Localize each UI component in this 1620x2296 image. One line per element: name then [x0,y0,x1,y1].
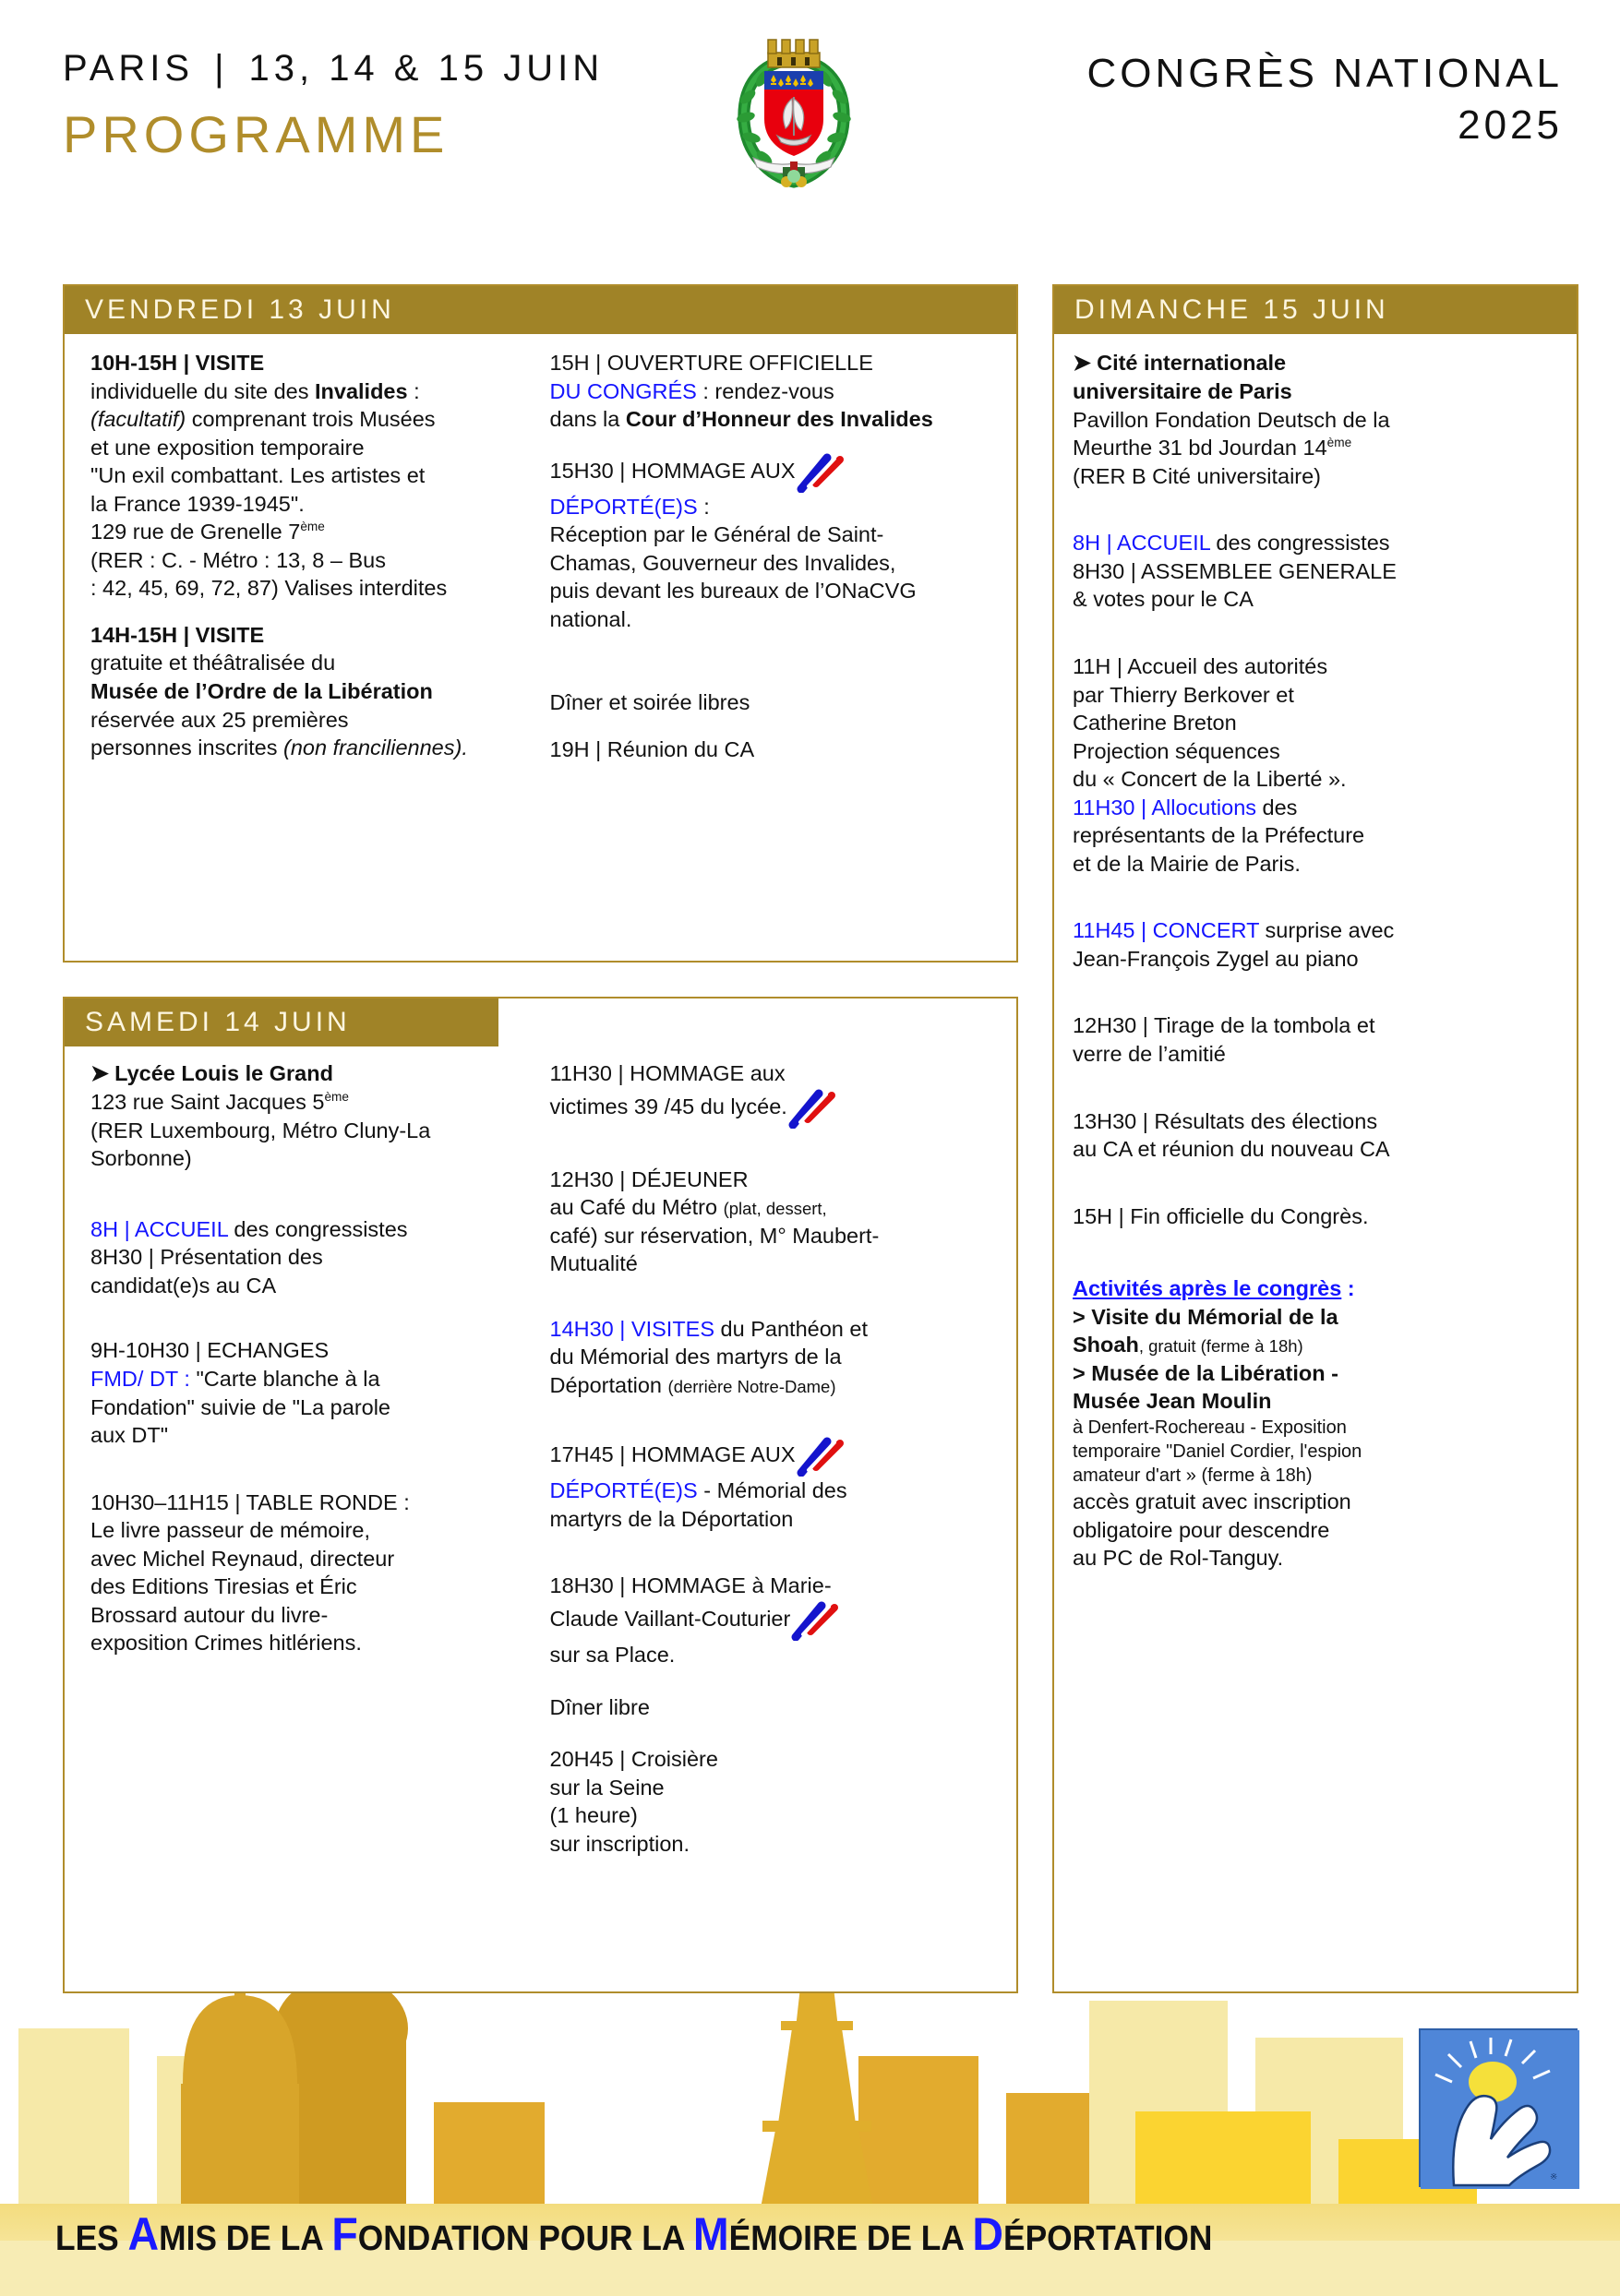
dimanche-venue-line1 [1073,349,1558,377]
french-flag-brush-icon [796,1436,855,1477]
samedi-event-9-line1: 18H30 | HOMMAGE à Marie- [549,1573,832,1598]
samedi-address-2: (RER Luxembourg, Métro Cluny-La [90,1118,431,1142]
samedi-event-11-line1: 20H45 | Croisière [549,1747,718,1772]
samedi-event-4-time: 10H30–11H15 | TABLE RONDE : [90,1489,410,1514]
after-congress-heading: Activités après le congrès [1073,1276,1342,1301]
vendredi-event-2-note-1: réservée aux 25 premières [90,707,349,732]
samedi-event-5-line2 [550,1088,991,1129]
dimanche-after-note-4: accès gratuit avec inscription [1073,1489,1351,1513]
french-flag-brush-icon [787,1088,846,1129]
vendredi-event-4-line2: Chamas, Gouverneur des Invalides, [549,550,896,575]
vendredi-event-2-time: 14H-15H | VISITE [90,622,265,647]
dimanche-address-1: Pavillon Fondation Deutsch de la [1073,407,1390,432]
text: : [1341,1276,1355,1301]
card-samedi [63,997,1018,1993]
venue-name-line1: Cité internationale [1097,351,1287,375]
text: ÉPORTATION [1003,2219,1213,2258]
card-vendredi-title: VENDREDI 13 JUIN [65,286,1016,334]
french-flag-brush-icon [796,452,855,493]
vendredi-event-1-transit-1: (RER : C. - Métro : 13, 8 – Bus [90,547,386,572]
dimanche-after-item-2-line2: Musée Jean Moulin [1073,1389,1272,1414]
text: des congressistes [227,1216,408,1241]
samedi-dinner-note: Dîner libre [549,1694,650,1719]
dimanche-event-3-line2: Catherine Breton [1073,711,1237,735]
samedi-event-8-line3: martyrs de la Déportation [549,1506,794,1531]
text: : [407,378,420,403]
card-vendredi [63,284,1018,963]
text: 123 rue Saint Jacques 5 [90,1090,325,1115]
text: des [1256,795,1298,819]
page-header [0,0,1620,185]
venue-cour-honneur: Cour d’Honneur des Invalides [625,407,933,432]
dimanche-event-2-time: 8H30 | ASSEMBLEE GENERALE [1073,558,1397,583]
venue-invalides: Invalides [315,378,408,403]
vendredi-event-3-time-line2 [550,377,991,406]
vendredi-event-4-time-line2 [550,493,991,521]
samedi-event-6-line3: Mutualité [549,1251,638,1276]
dimanche-after-item-1-line2 [1073,1331,1558,1359]
samedi-event-11-note-2: sur inscription. [549,1831,690,1856]
svg-text:※: ※ [1550,2172,1558,2182]
congress-title-line1: CONGRÈS NATIONAL [1086,51,1563,96]
samedi-event-1 [90,1215,532,1244]
text: individuelle du site des [90,378,315,403]
dimanche-event-5-line2: Jean-François Zygel au piano [1073,946,1359,971]
text: comprenant trois Musées [186,407,436,432]
samedi-event-8-line1 [550,1436,991,1477]
vendredi-column-right [541,349,1001,763]
vendredi-event-4-time-line1 [550,452,991,493]
vendredi-event-4-line4: national. [549,606,632,631]
vendredi-event-1-address [90,518,532,546]
vendredi-event-2-venue: Musée de l’Ordre de la Libération [90,679,433,704]
text: - Mémorial des [697,1478,847,1503]
congress-year: 2025 [1458,102,1563,149]
text: personnes inscrites [90,735,283,760]
dimanche-event-4-line2: représentants de la Préfecture [1073,823,1365,848]
samedi-event-2-line2: candidat(e)s au CA [90,1273,277,1297]
dimanche-event-2-line2: & votes pour le CA [1073,587,1254,612]
arrow-bullet-icon: ➤ [90,1061,110,1086]
dimanche-venue-line2: universitaire de Paris [1073,379,1292,404]
dimanche-event-6-line1: 12H30 | Tirage de la tombola et [1073,1013,1375,1038]
text-blue: FMD/ DT : [90,1367,190,1392]
samedi-event-3-time: 9H-10H30 | ECHANGES [90,1338,330,1363]
samedi-address-3: Sorbonne) [90,1146,192,1171]
vendredi-event-2-line1: gratuite et théâtralisée du [90,651,336,676]
dimanche-event-7-line2: au CA et réunion du nouveau CA [1073,1137,1390,1162]
vendredi-event-1-time: 10H-15H | VISITE [90,351,265,375]
samedi-event-8-line2 [550,1477,991,1505]
dimanche-event-3-time: 11H | Accueil des autorités [1073,654,1328,679]
text: victimes 39 /45 du lycée. [549,1094,787,1118]
text: 129 rue de Grenelle 7 [90,520,301,544]
vendredi-event-1-line3: et une exposition temporaire [90,435,365,460]
card-dimanche [1052,284,1578,1993]
text-blue: 8H | ACCUEIL [1073,531,1210,556]
text-blue: 11H45 | CONCERT [1073,918,1260,943]
header-congress-title [1087,48,1563,152]
text: ÉMOIRE DE LA [728,2219,973,2258]
vendredi-event-4-line3: puis devant les bureaux de l’ONaCVG [549,579,917,604]
text-blue: DU CONGRÉS [549,378,697,403]
venue-name: Lycée Louis le Grand [114,1061,333,1085]
text: : rendez-vous [696,378,834,403]
dimanche-event-3-line4: du « Concert de la Liberté ». [1073,767,1347,792]
dimanche-after-note-6: au PC de Rol-Tanguy. [1073,1546,1284,1571]
dimanche-event-3-line1: par Thierry Berkover et [1073,682,1294,707]
header-city-dates [63,48,709,90]
card-samedi-title: SAMEDI 14 JUIN [65,999,498,1046]
text: 17H45 | HOMMAGE AUX [549,1442,796,1467]
samedi-event-9-note: sur sa Place. [549,1643,676,1668]
initial-m: M [692,2208,729,2260]
initial-d: D [972,2208,1004,2260]
dimanche-after-note-1: à Denfert-Rochereau - Exposition [1073,1417,1347,1438]
dimanche-after-note-5: obligatoire pour descendre [1073,1517,1330,1542]
text-small: (derrière Notre-Dame) [667,1376,836,1396]
text: Claude Vaillant-Couturier [549,1607,791,1632]
samedi-event-5-line1: 11H30 | HOMMAGE aux [549,1061,786,1085]
samedi-event-4-line1: Le livre passeur de mémoire, [90,1518,371,1543]
association-logo [1419,2028,1578,2187]
text: "Carte blanche à la [189,1367,380,1392]
samedi-event-3-line3: aux DT" [90,1423,169,1448]
vendredi-event-2-note-2 [90,734,532,762]
samedi-event-7-line2: du Mémorial des martyrs de la [549,1345,842,1369]
page-title: PROGRAMME [63,105,450,163]
hands-dove-logo-icon [1421,2030,1579,2189]
text: au Café du Métro [549,1195,724,1220]
vendredi-event-1-line1 [90,377,532,406]
samedi-event-4-line4: Brossard autour du livre- [90,1602,329,1627]
samedi-event-6-line2: café) sur réservation, M° Maubert- [549,1223,880,1248]
text-italic: (non franciliennes). [283,735,468,760]
samedi-event-6-line1 [550,1193,991,1222]
samedi-event-4-line5: exposition Crimes hitlériens. [90,1631,362,1656]
vendredi-event-3-time-line1: 15H | OUVERTURE OFFICIELLE [549,351,873,375]
samedi-event-2-line1: 8H30 | Présentation des [90,1245,323,1270]
samedi-event-4-line2: avec Michel Reynaud, directeur [90,1546,395,1571]
dimanche-event-1 [1073,529,1558,557]
card-dimanche-title: DIMANCHE 15 JUIN [1054,286,1577,334]
dimanche-address-3: (RER B Cité universitaire) [1073,463,1322,488]
vendredi-event-6: 19H | Réunion du CA [549,736,755,761]
header-divider: | [214,48,229,89]
dimanche-event-6-line2: verre de l’amitié [1073,1042,1226,1067]
dimanche-after-item-2-line1: > Musée de la Libération - [1073,1360,1338,1385]
samedi-event-7-line3 [550,1371,991,1400]
text-blue: 8H | ACCUEIL [90,1216,228,1241]
text: surprise avec [1259,918,1395,943]
text: du Panthéon et [714,1316,868,1341]
initial-f: F [331,2208,358,2260]
header-dates: 13, 14 & 15 JUIN [248,48,605,89]
samedi-address-1 [90,1088,532,1117]
text-bold: Shoah [1073,1333,1139,1357]
text-blue: 11H30 | Allocutions [1073,795,1257,819]
paris-coat-of-arms-icon [720,32,868,189]
samedi-event-3-line1 [90,1365,532,1393]
text: Déportation [549,1372,668,1397]
samedi-venue [90,1059,532,1088]
dimanche-event-3-line3: Projection séquences [1073,738,1280,763]
vendredi-event-4-line1: Réception par le Général de Saint- [549,522,884,547]
text-blue: DÉPORTÉ(E)S [549,494,698,519]
dimanche-event-4-line1 [1073,794,1558,822]
ordinal-suffix: ème [324,1090,349,1105]
text-small: (plat, dessert, [723,1199,827,1219]
samedi-column-right [541,1059,1001,1858]
arrow-bullet-icon: ➤ [1073,351,1092,376]
samedi-event-7-line1 [550,1315,991,1344]
vendredi-event-3-line3 [550,405,991,434]
vendredi-dinner-note: Dîner et soirée libres [549,690,750,715]
text-blue: DÉPORTÉ(E)S [549,1478,698,1503]
dimanche-event-5-line1 [1073,916,1558,945]
french-flag-brush-icon [790,1600,849,1641]
vendredi-event-1-line5: la France 1939-1945". [90,491,305,516]
header-left [63,48,709,164]
text: ONDATION POUR LA [357,2219,693,2258]
text: 15H30 | HOMMAGE AUX [549,458,796,483]
initial-a: A [127,2208,160,2260]
vendredi-event-1-transit-2: : 42, 45, 69, 72, 87) Valises interdites [90,576,448,601]
dimanche-after-note-2: temporaire "Daniel Cordier, l'espion [1073,1441,1362,1462]
ordinal-suffix: ème [1326,436,1352,450]
dimanche-after-note-3: amateur d'art » (ferme à 18h) [1073,1465,1313,1486]
samedi-event-6-time: 12H30 | DÉJEUNER [549,1166,749,1191]
samedi-event-11-line2: sur la Seine [549,1775,665,1800]
samedi-event-11-note-1: (1 heure) [549,1803,638,1828]
text: : [697,494,710,519]
vendredi-event-1-line2 [90,405,532,434]
samedi-event-4-line3: des Editions Tiresias et Éric [90,1574,357,1599]
text: des congressistes [1209,531,1390,556]
samedi-column-left [81,1059,541,1858]
ordinal-suffix: ème [300,520,325,534]
text: Meurthe 31 bd Jourdan 14 [1073,436,1327,460]
dimanche-event-8: 15H | Fin officielle du Congrès. [1073,1203,1369,1228]
samedi-event-3-line2: Fondation" suivie de "La parole [90,1394,391,1419]
text-blue: 14H30 | VISITES [549,1316,715,1341]
vendredi-column-left [81,349,541,763]
vendredi-event-1-line4: "Un exil combattant. Les artistes et [90,463,426,488]
text: LES [55,2219,128,2258]
dimanche-event-7-line1: 13H30 | Résultats des élections [1073,1108,1378,1133]
text-italic: (facultatif) [90,407,186,432]
samedi-event-9-line2 [550,1600,991,1641]
header-city: PARIS [63,48,195,89]
association-name [55,2207,1326,2261]
text: dans la [549,407,626,432]
dimanche-event-4-line3: et de la Mairie de Paris. [1073,851,1301,876]
dimanche-after-title [1073,1274,1558,1303]
text: MIS DE LA [159,2219,332,2258]
dimanche-after-item-1-line1: > Visite du Mémorial de la [1073,1304,1338,1329]
dimanche-address-2 [1073,434,1558,462]
text-small: , gratuit (ferme à 18h) [1138,1336,1303,1357]
